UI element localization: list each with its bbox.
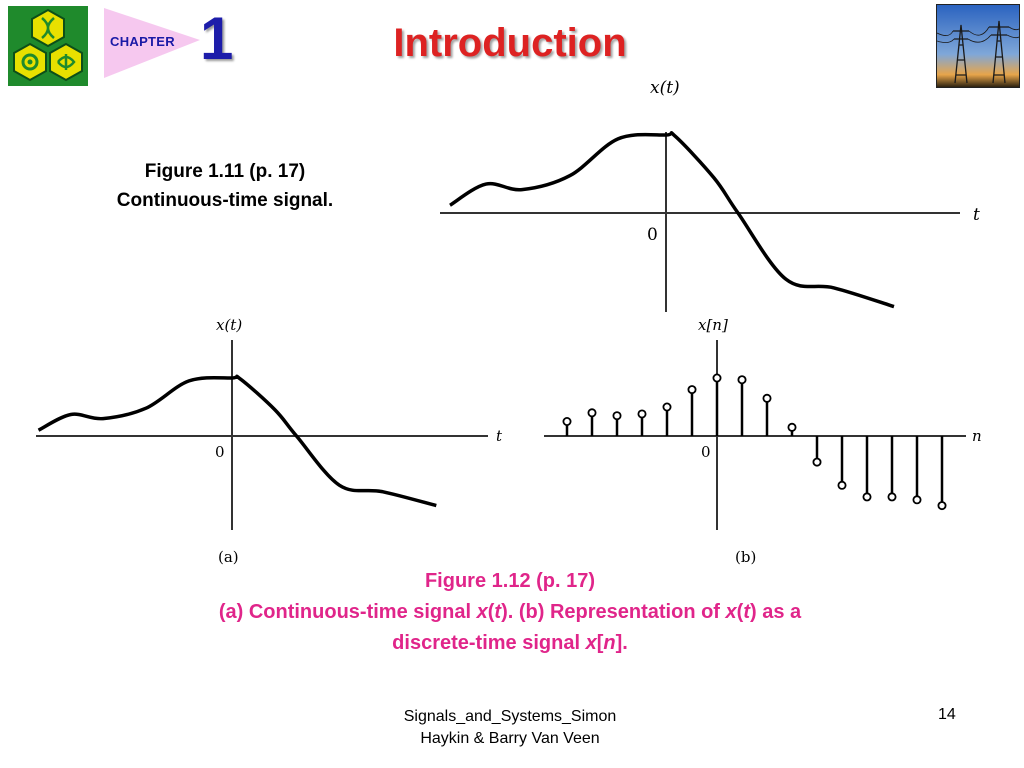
figure-1-11-caption-line1: Figure 1.11 (p. 17) bbox=[144, 161, 306, 182]
caption-text: [ bbox=[596, 632, 604, 654]
caption-text: ( bbox=[736, 601, 744, 623]
stem-marker bbox=[613, 412, 620, 419]
stem-marker bbox=[788, 424, 795, 431]
figure-1-11-caption-line2: Continuous-time signal. bbox=[116, 190, 334, 211]
x-axis-label: t bbox=[496, 427, 503, 445]
discrete-signal-stems bbox=[563, 374, 945, 509]
figure-1-12-caption bbox=[110, 566, 910, 659]
caption-text: ( bbox=[487, 601, 495, 623]
caption-var-x: x bbox=[725, 601, 737, 623]
stem-marker bbox=[713, 374, 720, 381]
stem-marker bbox=[813, 459, 820, 466]
figure-1-12a-plot bbox=[30, 310, 510, 566]
stem-marker bbox=[888, 493, 895, 500]
caption-text: ]. bbox=[615, 632, 628, 654]
stem-marker bbox=[688, 386, 695, 393]
chapter-label: CHAPTER bbox=[110, 34, 175, 49]
university-logo bbox=[8, 6, 88, 86]
origin-label: 0 bbox=[647, 225, 658, 245]
caption-var-t: t bbox=[494, 601, 502, 623]
stem-marker bbox=[588, 409, 595, 416]
stem-marker bbox=[938, 502, 945, 509]
figure-1-12-caption-line1: Figure 1.12 (p. 17) bbox=[424, 570, 596, 592]
figure-1-12b-plot bbox=[540, 310, 1000, 566]
caption-text: ) as a bbox=[750, 601, 802, 623]
panel-label: (a) bbox=[218, 548, 239, 566]
panel-label: (b) bbox=[735, 548, 757, 566]
stem-marker bbox=[638, 410, 645, 417]
stem-marker bbox=[913, 496, 920, 503]
figure-1-11-caption bbox=[30, 157, 420, 215]
caption-var-x: x bbox=[585, 632, 597, 654]
stem-marker bbox=[663, 403, 670, 410]
caption-text: discrete-time signal bbox=[392, 632, 586, 654]
caption-var-n: n bbox=[603, 632, 616, 654]
figure-1-12-caption-line3 bbox=[110, 628, 910, 659]
stem-marker bbox=[563, 418, 570, 425]
caption-text: (a) Continuous-time signal bbox=[218, 601, 477, 623]
stem-marker bbox=[838, 482, 845, 489]
y-axis-label: x[n] bbox=[698, 316, 728, 334]
caption-text: ). (b) Representation of bbox=[501, 601, 726, 623]
caption-var-t: t bbox=[743, 601, 750, 623]
figure-1-11-plot bbox=[432, 72, 992, 314]
figure-1-12-caption-line2 bbox=[110, 597, 910, 628]
stem-marker bbox=[763, 395, 770, 402]
y-axis-label: x(t) bbox=[216, 316, 243, 334]
chapter-number: 1 bbox=[200, 5, 234, 72]
slide-title: Introduction bbox=[393, 21, 627, 65]
continuous-signal-curve bbox=[39, 376, 437, 505]
footer-credit-line1: Signals_and_Systems_Simon bbox=[403, 708, 617, 725]
stem-marker bbox=[863, 493, 870, 500]
continuous-signal-curve bbox=[450, 133, 894, 307]
slide-number: 14 bbox=[938, 706, 956, 723]
y-axis-label: x(t) bbox=[650, 78, 680, 98]
caption-var-x: x bbox=[476, 601, 488, 623]
footer-credit bbox=[330, 706, 690, 750]
stem-marker bbox=[738, 376, 745, 383]
origin-label: 0 bbox=[701, 443, 711, 461]
origin-label: 0 bbox=[215, 443, 225, 461]
footer-credit-line2: Haykin & Barry Van Veen bbox=[420, 730, 600, 747]
x-axis-label: t bbox=[973, 205, 980, 225]
x-axis-label: n bbox=[972, 427, 982, 445]
